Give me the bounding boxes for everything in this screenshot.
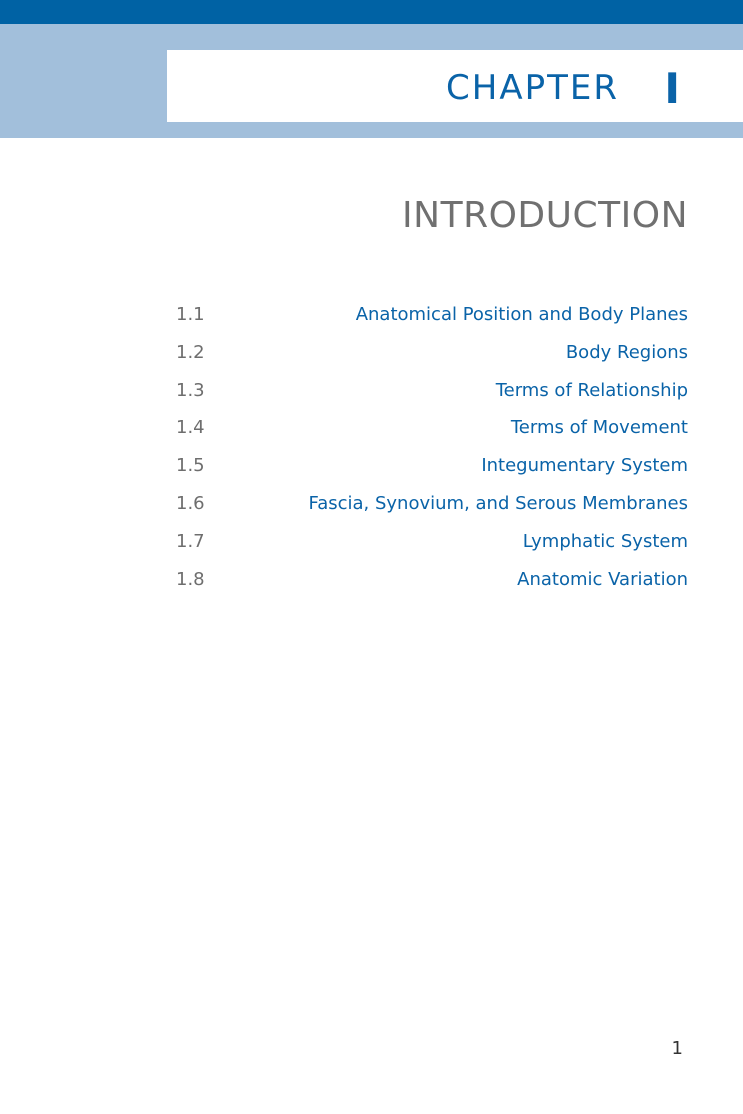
header-top-band: [0, 0, 743, 24]
toc-item-link[interactable]: Lymphatic System: [522, 530, 688, 552]
toc-item-number: 1.7: [176, 530, 205, 552]
toc-item: [0, 338, 743, 376]
toc-item-link[interactable]: Anatomical Position and Body Planes: [355, 304, 688, 325]
chapter-label: CHAPTER: [446, 68, 619, 108]
toc-item: [0, 565, 743, 603]
page-title: INTRODUCTION: [402, 195, 688, 236]
toc-item: [0, 413, 743, 451]
toc-item-link[interactable]: Body Regions: [565, 341, 688, 363]
toc-item: [0, 376, 743, 414]
toc-item: [0, 489, 743, 527]
toc-item: [0, 451, 743, 489]
toc-item-number: 1.6: [176, 492, 205, 514]
toc-item-number: 1.3: [176, 379, 205, 401]
toc-item-number: 1.1: [176, 304, 205, 325]
toc-item-link[interactable]: Terms of Relationship: [495, 379, 688, 401]
toc-item-link[interactable]: Anatomic Variation: [517, 568, 688, 590]
toc-item-number: 1.2: [176, 341, 205, 363]
table-of-contents: [0, 300, 743, 602]
toc-item-link[interactable]: Integumentary System: [481, 455, 688, 477]
chapter-heading-box: [167, 50, 743, 122]
page-number: 1: [671, 1038, 683, 1059]
toc-item-link[interactable]: Fascia, Synovium, and Serous Membranes: [308, 492, 688, 514]
chapter-number: I: [664, 64, 680, 113]
toc-item-link[interactable]: Terms of Movement: [510, 417, 688, 439]
toc-item: [0, 527, 743, 565]
toc-item-number: 1.5: [176, 455, 205, 477]
toc-item: [0, 300, 743, 338]
toc-item-number: 1.4: [176, 417, 205, 439]
toc-item-number: 1.8: [176, 568, 205, 590]
